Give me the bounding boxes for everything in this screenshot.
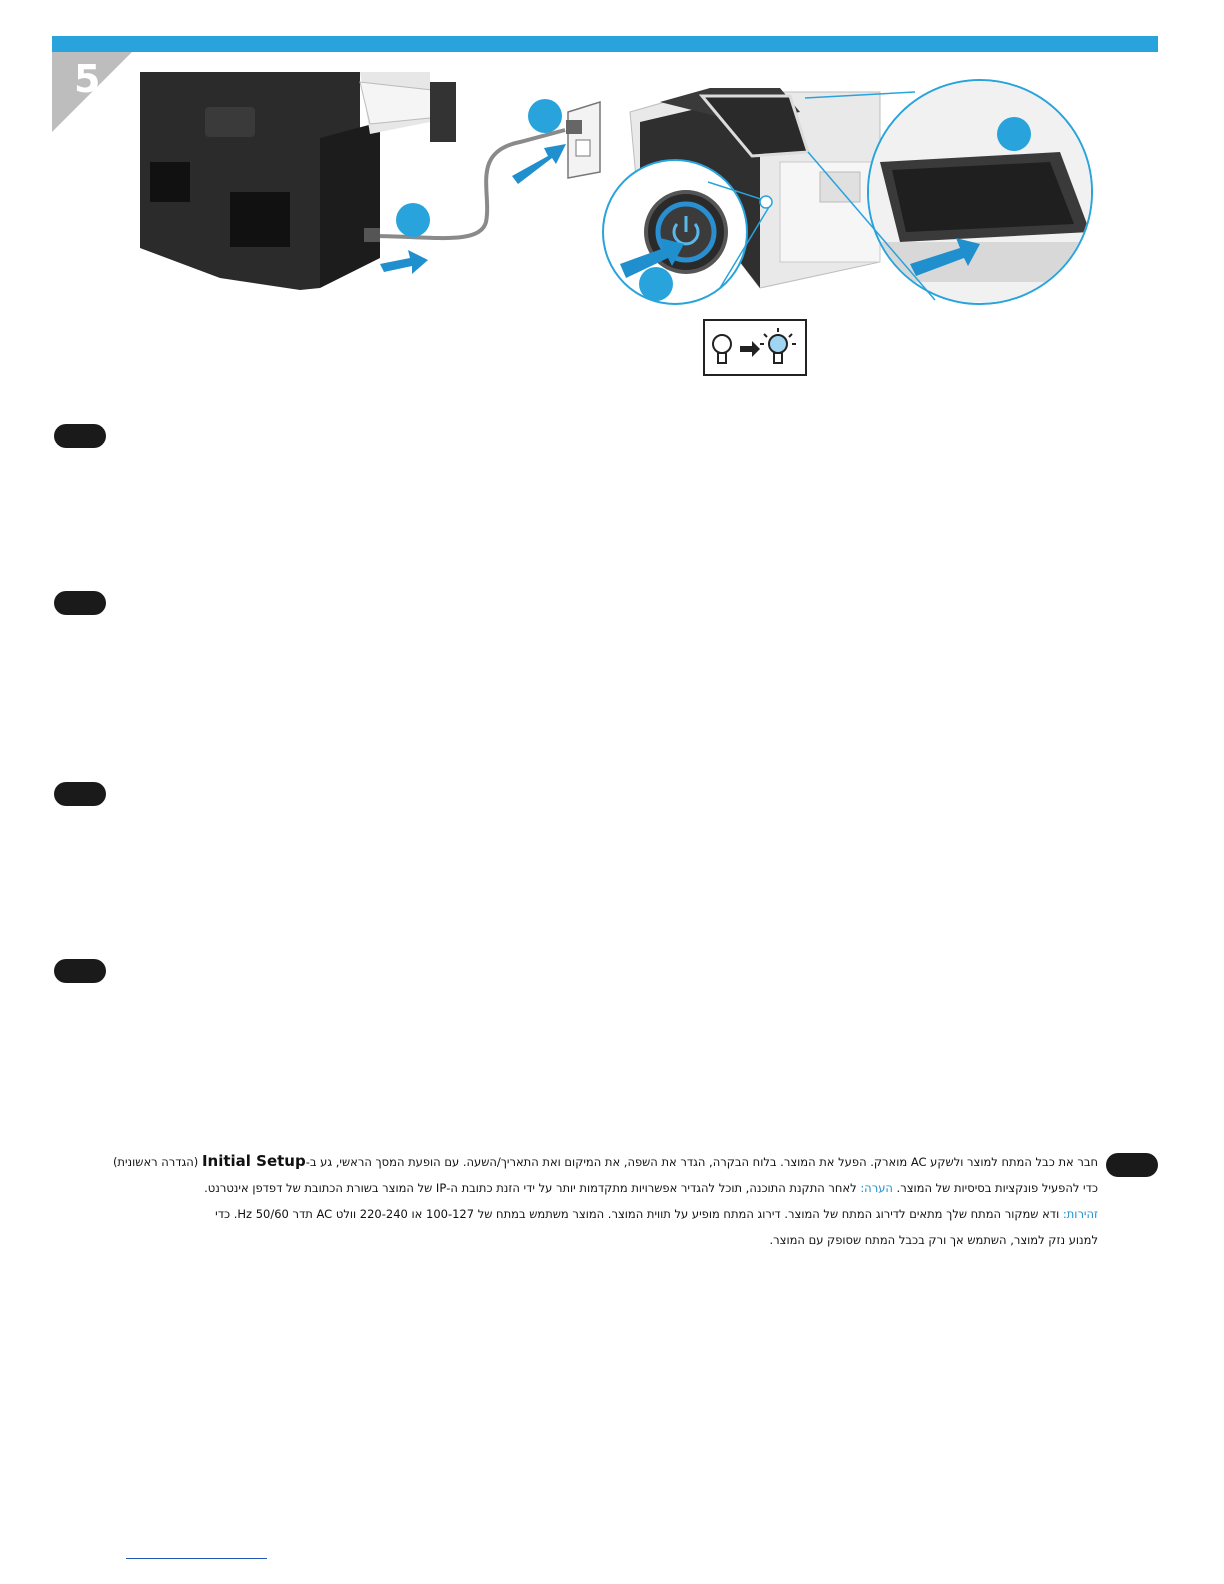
hebrew-line-4: למנוע נזק למוצר, השתמש אך ורק בכבל המתח שסופק עם המוצר. — [769, 1233, 1098, 1247]
indicator-light-box — [704, 320, 806, 375]
printer-rear-view — [140, 72, 456, 290]
top-accent-bar — [52, 36, 1158, 52]
hebrew-instructions — [52, 1148, 1098, 1253]
footer-rule — [126, 1558, 267, 1559]
step-number: 5 — [74, 57, 101, 101]
plug-in-printer-arrow — [380, 250, 428, 274]
hebrew-line-1: חבר את כבל המתח למוצר ולשקע AC מוארק. הפעל את המוצר. בלוח הבקרה, הגדר את השפה, את המיקום ואת התאריך/השעה. עם הופעת המסך הראשי, גע ב-Initial Setup (הגדרה ראשונית) — [112, 1152, 1098, 1170]
language-section-pill — [54, 591, 106, 615]
callout-1-outlet — [528, 99, 562, 133]
plug-in-outlet-arrow — [512, 144, 566, 184]
hebrew-line-2: כדי להפעיל פונקציות בסיסיות של המוצר. הערה: לאחר התקנת התוכנה, תוכל להגדיר אפשרויות מתקדמות יותר על ידי הזנת כתובת ה-IP של המוצר בשורת הכתובת של דפדפן אינטרנט. — [204, 1181, 1098, 1195]
caution-label: זהירות: — [1062, 1207, 1098, 1221]
callout-2-printer — [396, 203, 430, 237]
language-section-pill — [54, 424, 106, 448]
wall-outlet-icon — [566, 102, 600, 178]
language-section-pill — [54, 782, 106, 806]
initial-setup-term: Initial Setup — [201, 1152, 306, 1170]
language-section-pill — [54, 959, 106, 983]
note-label: הערה: — [860, 1181, 893, 1195]
setup-illustration — [0, 52, 1224, 392]
hebrew-line-3: זהירות: ודא שמקור המתח שלך מתאים לדירוג המתח של המוצר. דירוג המתח מופיע על תווית המוצר. המוצר משתמש במתח של 100-127 או 220-240 וולט AC תדר 50/60 Hz. כדי — [215, 1207, 1098, 1221]
cord-plug-icon — [364, 228, 380, 242]
callout-2-panel — [997, 117, 1031, 151]
callout-1-power — [639, 267, 673, 301]
language-section-pill-hebrew — [1106, 1153, 1158, 1177]
